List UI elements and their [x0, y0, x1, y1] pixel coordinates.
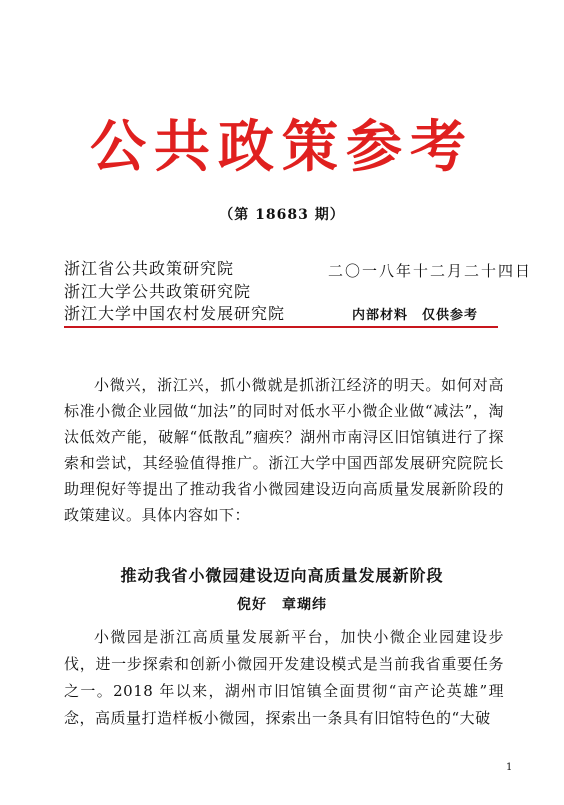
article-title: 推动我省小微园建设迈向高质量发展新阶段 — [120, 566, 444, 585]
publication-date: 二〇一八年十二月二十四日 — [328, 262, 533, 280]
institution-1: 浙江省公共政策研究院 — [64, 259, 235, 278]
article-author: 倪好 章瑚纬 — [237, 597, 327, 613]
red-divider-line — [64, 326, 498, 328]
page-number: 1 — [506, 762, 513, 773]
article-body: 小微园是浙江高质量发展新平台，加快小微企业园建设步伐，进一步探索和创新小微园开发建设模式是当前我省重要任务之一。2018 年以来，湖州市旧馆镇全面贯彻“亩产论英雄”理念，高质量打造样板小微园，探索出一条具有旧馆特色的“大破 — [64, 628, 504, 727]
masthead-title: 公共政策参考 — [90, 114, 474, 180]
institution-2: 浙江大学公共政策研究院 — [64, 282, 252, 301]
institution-3: 浙江大学中国农村发展研究院 — [64, 304, 286, 323]
intro-paragraph: 小微兴，浙江兴，抓小微就是抓浙江经济的明天。如何对高标准小微企业园做“加法”的同时对低水平小微企业做“减法”，淘汰低效产能，破解“低散乱”痼疾？湖州市南浔区旧馆镇进行了探索和尝试，其经验值得推广。浙江大学中国西部发展研究院院长助理倪好等提出了推动我省小微园建设迈向高质量发展新阶段的政策建议。具体内容如下： — [64, 376, 504, 524]
issue-number: （第 18683 期） — [219, 207, 345, 223]
internal-note: 内部材料 仅供参考 — [352, 308, 479, 323]
